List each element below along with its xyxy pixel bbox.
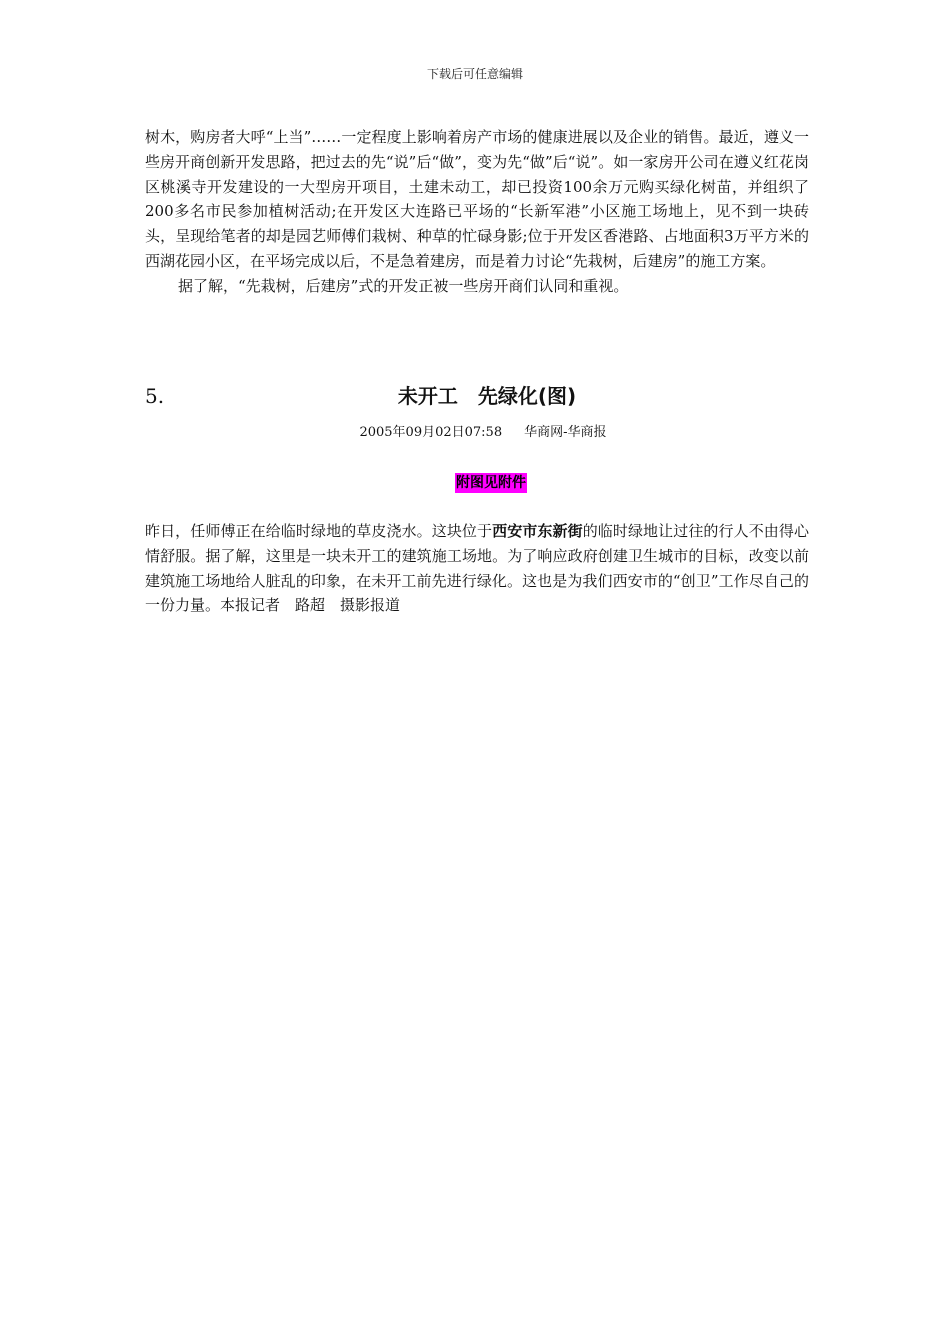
publish-source: 华商网-华商报 — [524, 425, 607, 440]
article-text-end: 的临时绿地让过往的行人不由得心情舒服。据了解，这里是一块未开工的建筑施工场地。为了响应政府创建卫生城市的目标，改变以前建筑施工场地给人脏乱的印象，在未开工前先进行绿化。这也是为我们西安市的“创卫”工作尽自己的一份力量。本报记者 路超 摄影报道 — [145, 522, 809, 615]
article-text-start: 昨日，任师傅正在给临时绿地的草皮浇水。这块位于 — [145, 522, 493, 540]
dateline — [0, 424, 950, 442]
article-location: 西安市东新街 — [492, 522, 583, 540]
section-number: 5. — [145, 384, 165, 408]
previous-article-text — [145, 125, 809, 299]
article-body — [145, 519, 809, 618]
attachment-row — [0, 472, 950, 493]
page-header — [0, 66, 950, 82]
article-paragraph — [145, 519, 809, 618]
previous-article-conclusion: 据了解，“先栽树，后建房”式的开发正被一些房开商们认同和重视。 — [178, 276, 629, 295]
header-note: 下载后可任意编辑 — [426, 67, 523, 81]
section-title: 未开工 先绿化(图) — [397, 384, 577, 408]
previous-article-paragraph: 树木，购房者大呼“上当”……一定程度上影响着房产市场的健康进展以及企业的销售。最近，遵义一些房开商创新开发思路，把过去的先“说”后“做”，变为先“做”后“说”。如一家房开公司在遵义红花岗区桃溪寺开发建设的一大型房开项目，土建未动工，却已投资100余万元购买绿化树苗，并组织了200多名市民参加植树活动;在开发区大连路已平场的“长新军港”小区施工场地上，见不到一块砖头，呈现给笔者的却是园艺师傅们栽树、种草的忙碌身影;位于开发区香港路、占地面积3万平方米的西湖花园小区，在平场完成以后，不是急着建房，而是着力讨论“先栽树，后建房”的施工方案。 — [145, 128, 809, 270]
publish-date: 2005年09月02日07:58 — [359, 425, 503, 440]
attachment-note: 附图见附件 — [456, 475, 526, 491]
